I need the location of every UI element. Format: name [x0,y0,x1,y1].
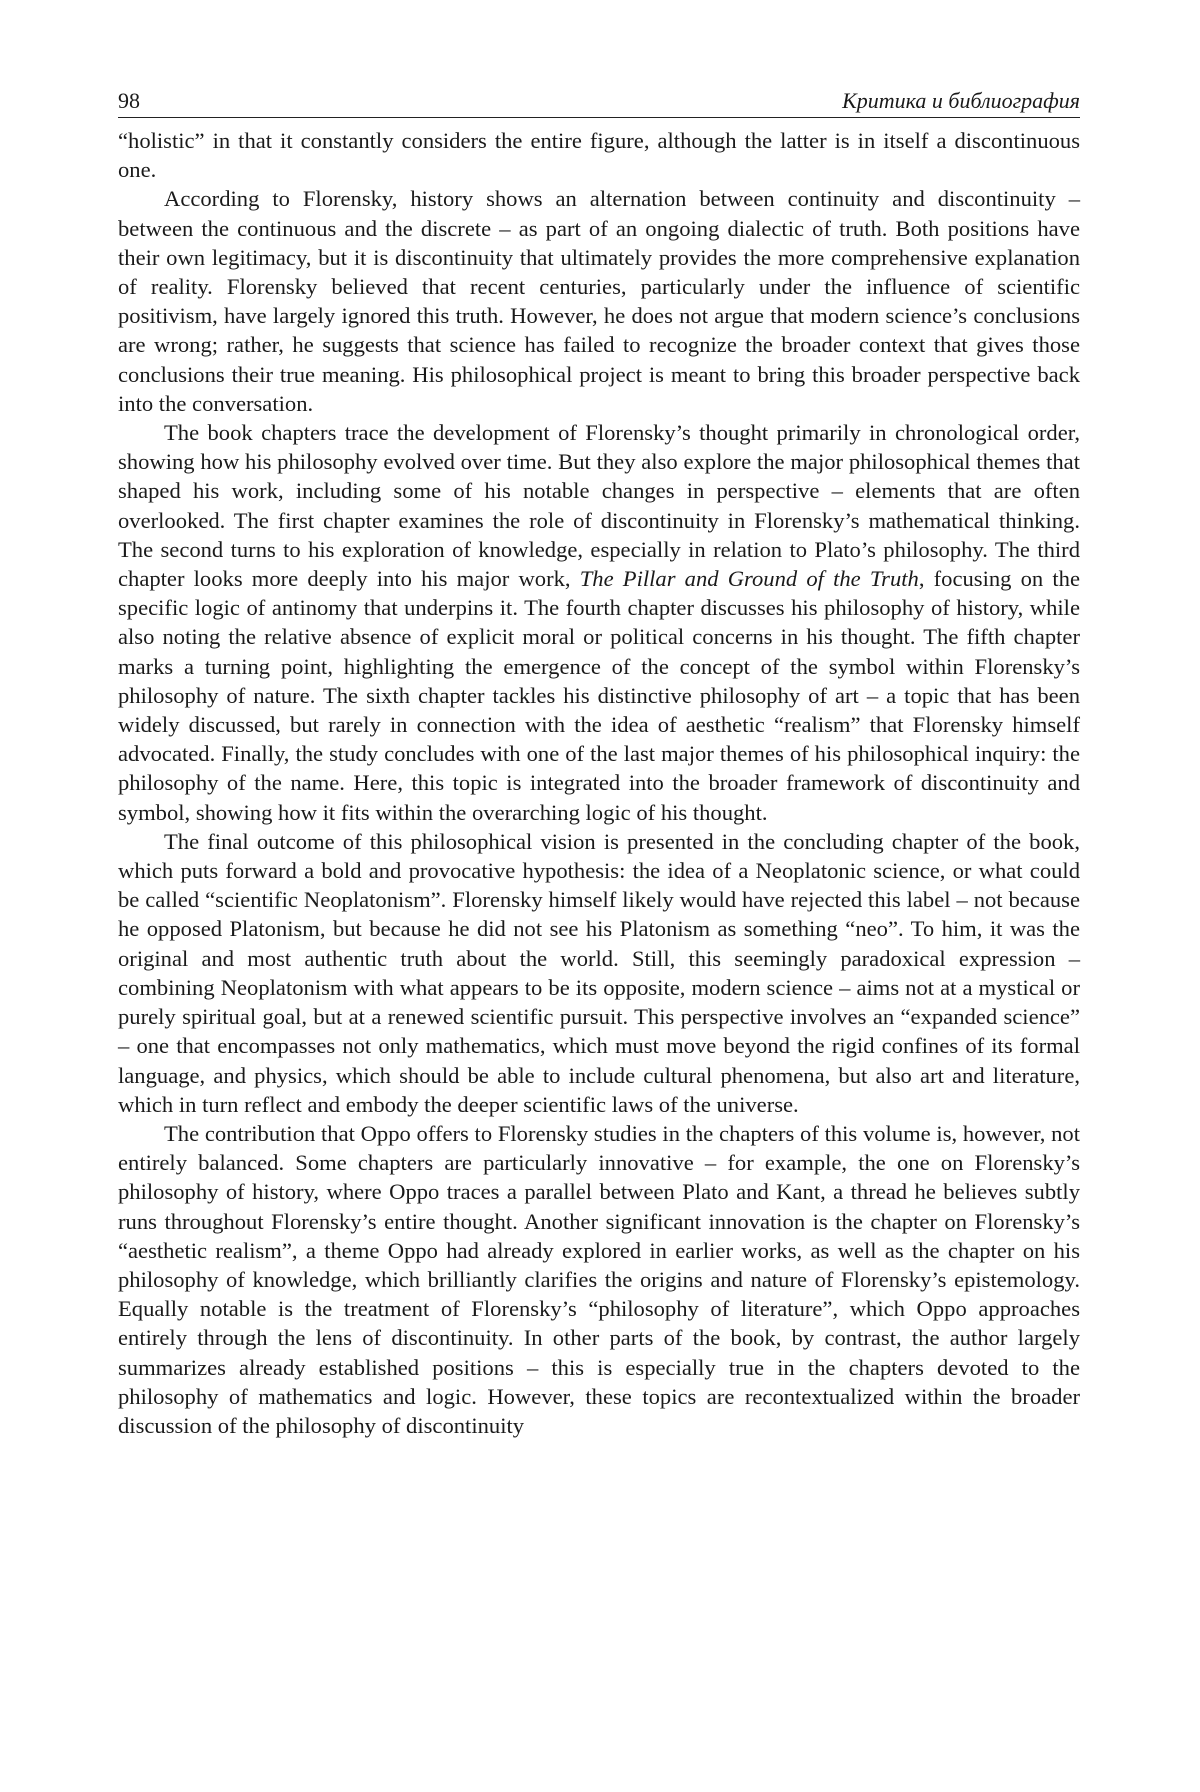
paragraph-text: The contribution that Oppo offers to Florensky studies in the chapters of this volume is, however, not entirely balanced. Some chapters are particularly innovative – for example, the one on Florensky’s philosophy of history, where Oppo traces a parallel between Plato and Kant, a thread he believes subtly runs throughout Florensky’s entire thought. Another significant innovation is the chapter on Florensky’s “aesthetic realism”, a theme Oppo had already explored in earlier works, as well as the chapter on his philosophy of knowledge, which brilliantly clarifies the origins and nature of Florensky’s epistemology. Equally notable is the treatment of Florensky’s “philosophy of literature”, which Oppo approaches entirely through the lens of discontinuity. In other parts of the book, by contrast, the author largely summarizes already established positions – this is especially true in the chapters devoted to the philosophy of mathematics and logic. However, these topics are recontextualized within the broader discussion of the philosophy of discontinuity [118,1120,1080,1438]
paragraph [118,827,1080,1119]
paragraph [118,418,1080,827]
paragraph [118,1119,1080,1440]
paragraph [118,184,1080,418]
paragraph-text: According to Florensky, history shows an alternation between continuity and discontinuity – between the continuous and the discrete – as part of an ongoing dialectic of truth. Both positions have their own legitimacy, but it is discontinuity that ultimately provides the more comprehensive explanation of reality. Florensky believed that recent centuries, particularly under the influence of scientific positivism, have largely ignored this truth. However, he does not argue that modern science’s conclusions are wrong; rather, he suggests that science has failed to recognize the broader context that gives those conclusions their true meaning. His philosophical project is meant to bring this broader perspective back into the conversation. [118,186,1080,416]
book-title: The Pillar and Ground of the Truth [579,566,919,592]
page-number: 98 [118,88,140,113]
body-text [118,126,1080,1440]
document-page [118,88,1080,1440]
page-header [118,88,1080,118]
paragraph-text: The final outcome of this philosophical vision is presented in the concluding chapter of the book, which puts forward a bold and provocative hypothesis: the idea of a Neoplatonic science, or what could be called “scientific Neoplatonism”. Florensky himself likely would have rejected this label – not because he opposed Platonism, but because he did not see his Platonism as something “neo”. To him, it was the original and most authentic truth about the world. Still, this seemingly paradoxical expression – combining Neoplatonism with what appears to be its opposite, modern science – aims not at a mystical or purely spiritual goal, but at a renewed scientific pursuit. This perspective involves an “expanded science” – one that encompasses not only mathematics, which must move beyond the rigid confines of its formal language, and physics, which should be able to include cultural phenomena, but also art and literature, which in turn reflect and embody the deeper scientific laws of the universe. [118,828,1080,1117]
running-title: Критика и библиография [842,88,1080,113]
paragraph [118,126,1080,184]
paragraph-text: “holistic” in that it constantly considers the entire figure, although the latter is in itself a discontinuous one. [118,128,1080,183]
paragraph-text: The book chapters trace the development of Florensky’s thought primarily in chronological order, showing how his philosophy evolved over time. But they also explore the major philosophical themes that shaped his work, including some of his notable changes in perspective – elements that are often overlooked. The first chapter examines the role of discontinuity in Florensky’s mathematical thinking. The second turns to his exploration of knowledge, especially in relation to Plato’s philosophy. The third chapter looks more deeply into his major work, [118,420,1080,592]
paragraph-text: , focusing on the specific logic of antinomy that underpins it. The fourth chapter discusses his philosophy of history, while also noting the relative absence of explicit moral or political concerns in his thought. The fifth chapter marks a turning point, highlighting the emergence of the concept of the symbol within Florensky’s philosophy of nature. The sixth chapter tackles his distinctive philosophy of art – a topic that has been widely discussed, but rarely in connection with the idea of aesthetic “realism” that Florensky himself advocated. Finally, the study concludes with one of the last major themes of his philosophical inquiry: the philosophy of the name. Here, this topic is integrated into the broader framework of discontinuity and symbol, showing how it fits within the overarching logic of his thought. [118,566,1080,825]
